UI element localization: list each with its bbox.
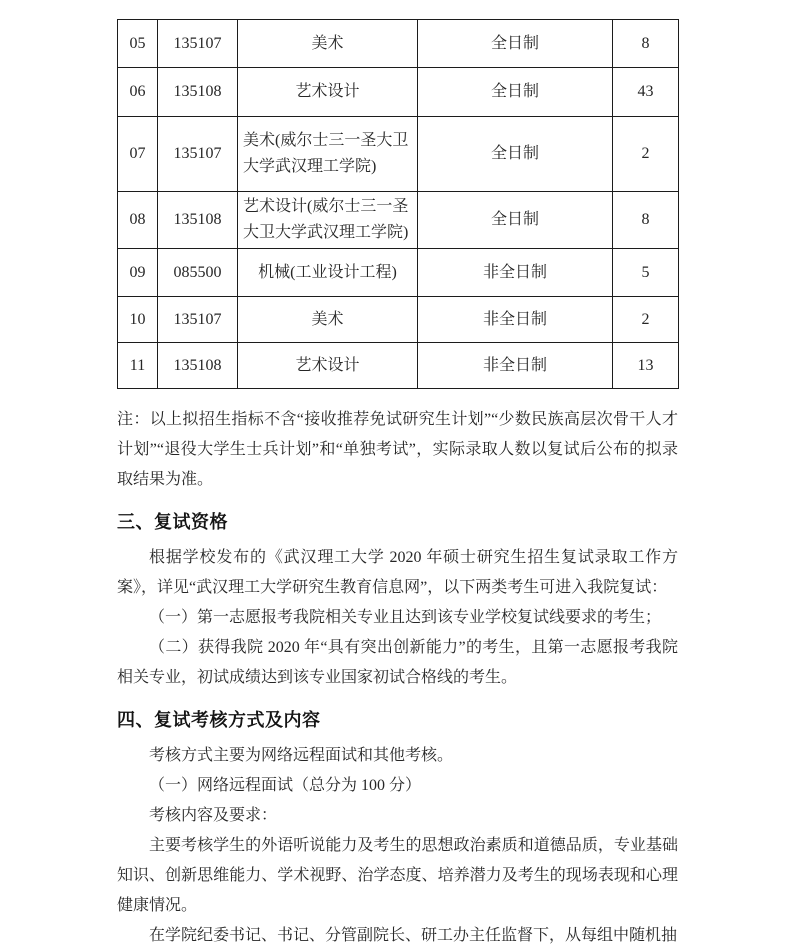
table-row bbox=[118, 117, 679, 192]
study-mode-cell: 全日制 bbox=[418, 192, 613, 249]
quota-cell: 8 bbox=[613, 192, 679, 249]
study-mode-cell: 全日制 bbox=[418, 68, 613, 117]
quota-cell: 2 bbox=[613, 117, 679, 192]
table-row bbox=[118, 343, 679, 389]
admission-quota-table bbox=[117, 19, 679, 389]
quota-cell: 13 bbox=[613, 343, 679, 389]
major-name-cell: 机械(工业设计工程) bbox=[238, 249, 418, 297]
study-mode-cell: 全日制 bbox=[418, 117, 613, 192]
table-row bbox=[118, 68, 679, 117]
row-number-cell: 08 bbox=[118, 192, 158, 249]
row-number-cell: 05 bbox=[118, 20, 158, 68]
major-name-cell: 美术 bbox=[238, 297, 418, 343]
major-code-cell: 135107 bbox=[158, 20, 238, 68]
table-row bbox=[118, 297, 679, 343]
paragraph: 在学院纪委书记、书记、分管副院长、研工办主任监督下，从每组中随机抽 bbox=[149, 927, 678, 944]
paragraph: 主要考核学生的外语听说能力及考生的思想政治素质和道德品质，专业基础知识、创新思维能力、学术视野、治学态度、培养潜力及考生的现场表现和心理健康情况。 bbox=[117, 837, 678, 914]
paragraph: （一）第一志愿报考我院相关专业且达到该专业学校复试线要求的考生； bbox=[149, 609, 662, 626]
row-number-cell: 11 bbox=[118, 343, 158, 389]
major-code-cell: 135108 bbox=[158, 68, 238, 117]
row-number-cell: 07 bbox=[118, 117, 158, 192]
major-name-cell: 艺术设计(威尔士三一圣大卫大学武汉理工学院) bbox=[238, 192, 418, 249]
paragraph: （二）获得我院 2020 年“具有突出创新能力”的考生，且第一志愿报考我院相关专业，初试成绩达到该专业国家初试合格线的考生。 bbox=[117, 639, 678, 686]
quota-cell: 8 bbox=[613, 20, 679, 68]
paragraph: 考核内容及要求： bbox=[149, 807, 278, 824]
major-code-cell: 135108 bbox=[158, 343, 238, 389]
major-code-cell: 135108 bbox=[158, 192, 238, 249]
table-row bbox=[118, 249, 679, 297]
quota-cell: 2 bbox=[613, 297, 679, 343]
major-code-cell: 135107 bbox=[158, 297, 238, 343]
quota-cell: 5 bbox=[613, 249, 679, 297]
row-number-cell: 06 bbox=[118, 68, 158, 117]
table-row bbox=[118, 20, 679, 68]
section-heading-assessment-method: 四、复试考核方式及内容 bbox=[117, 710, 321, 730]
major-code-cell: 135107 bbox=[158, 117, 238, 192]
major-name-cell: 美术(威尔士三一圣大卫大学武汉理工学院) bbox=[238, 117, 418, 192]
major-name-cell: 美术 bbox=[238, 20, 418, 68]
study-mode-cell: 非全日制 bbox=[418, 249, 613, 297]
study-mode-cell: 非全日制 bbox=[418, 343, 613, 389]
table-row bbox=[118, 192, 679, 249]
study-mode-cell: 全日制 bbox=[418, 20, 613, 68]
quota-cell: 43 bbox=[613, 68, 679, 117]
row-number-cell: 10 bbox=[118, 297, 158, 343]
major-name-cell: 艺术设计 bbox=[238, 68, 418, 117]
paragraph: （一）网络远程面试（总分为 100 分） bbox=[149, 777, 422, 794]
study-mode-cell: 非全日制 bbox=[418, 297, 613, 343]
table-note: 注：以上拟招生指标不含“接收推荐免试研究生计划”“少数民族高层次骨干人才计划”“退役大学生士兵计划”和“单独考试”，实际录取人数以复试后公布的拟录取结果为准。 bbox=[117, 411, 678, 488]
document-content bbox=[117, 19, 678, 951]
paragraph: 考核方式主要为网络远程面试和其他考核。 bbox=[149, 747, 454, 764]
major-name-cell: 艺术设计 bbox=[238, 343, 418, 389]
section-heading-recheck-eligibility: 三、复试资格 bbox=[117, 512, 228, 532]
row-number-cell: 09 bbox=[118, 249, 158, 297]
paragraph: 根据学校发布的《武汉理工大学 2020 年硕士研究生招生复试录取工作方案》，详见“武汉理工大学研究生教育信息网”，以下两类考生可进入我院复试： bbox=[117, 549, 678, 596]
major-code-cell: 085500 bbox=[158, 249, 238, 297]
